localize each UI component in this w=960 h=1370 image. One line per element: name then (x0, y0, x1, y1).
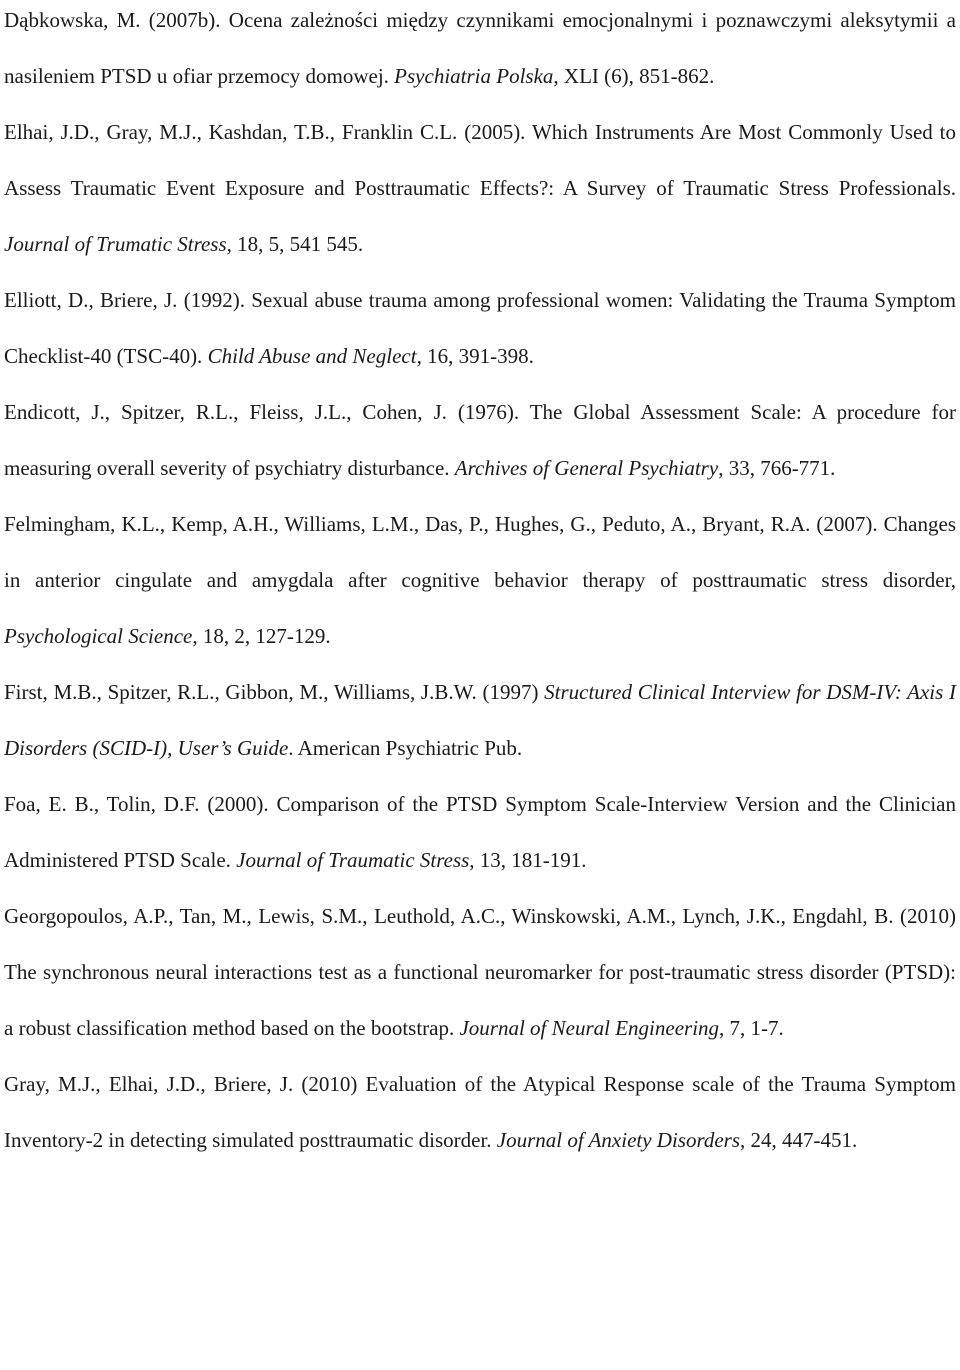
reference-elliott: Elliott, D., Briere, J. (1992). Sexual abuse trauma among professional women: Validating the Trauma Symptom Checklist-40 (TSC-40). Child Abuse and Neglect, 16, 391-398. (4, 288, 956, 368)
reference-list (4, 0, 956, 1168)
reference-elhai: Elhai, J.D., Gray, M.J., Kashdan, T.B., Franklin C.L. (2005). Which Instruments Are Most Commonly Used to Assess Traumatic Event Exposure and Posttraumatic Effects?: A Survey of Traumatic Stress Professionals. Journal of Trumatic Stress, 18, 5, 541 545. (4, 120, 956, 256)
reference-felmingham: Felmingham, K.L., Kemp, A.H., Williams, L.M., Das, P., Hughes, G., Peduto, A., Bryant, R.A. (2007). Changes in anterior cingulate and amygdala after cognitive behavior therapy of posttraumatic stress disorder, Psychological Science, 18, 2, 127-129. (4, 512, 956, 648)
reference-foa: Foa, E. B., Tolin, D.F. (2000). Comparison of the PTSD Symptom Scale-Interview Version and the Clinician Administered PTSD Scale. Journal of Traumatic Stress, 13, 181-191. (4, 792, 956, 872)
reference-endicott: Endicott, J., Spitzer, R.L., Fleiss, J.L., Cohen, J. (1976). The Global Assessment Scale: A procedure for measuring overall severity of psychiatry disturbance. Archives of General Psychiatry, 33, 766-771. (4, 400, 956, 480)
reference-georgopoulos: Georgopoulos, A.P., Tan, M., Lewis, S.M., Leuthold, A.C., Winskowski, A.M., Lynch, J.K., Engdahl, B. (2010) The synchronous neural interactions test as a functional neuromarker for post-traumatic stress disorder (PTSD): a robust classification method based on the bootstrap. Journal of Neural Engineering, 7, 1-7. (4, 904, 956, 1040)
reference-first: First, M.B., Spitzer, R.L., Gibbon, M., Williams, J.B.W. (1997) Structured Clinical Interview for DSM-IV: Axis I Disorders (SCID-I), User’s Guide. American Psychiatric Pub. (4, 680, 956, 760)
reference-gray: Gray, M.J., Elhai, J.D., Briere, J. (2010) Evaluation of the Atypical Response scale of the Trauma Symptom Inventory-2 in detecting simulated posttraumatic disorder. Journal of Anxiety Disorders, 24, 447-451. (4, 1072, 956, 1152)
reference-dabkowska: Dąbkowska, M. (2007b). Ocena zależności między czynnikami emocjonalnymi i poznawczymi aleksytymii a nasileniem PTSD u ofiar przemocy domowej. Psychiatria Polska, XLI (6), 851-862. (4, 8, 956, 88)
